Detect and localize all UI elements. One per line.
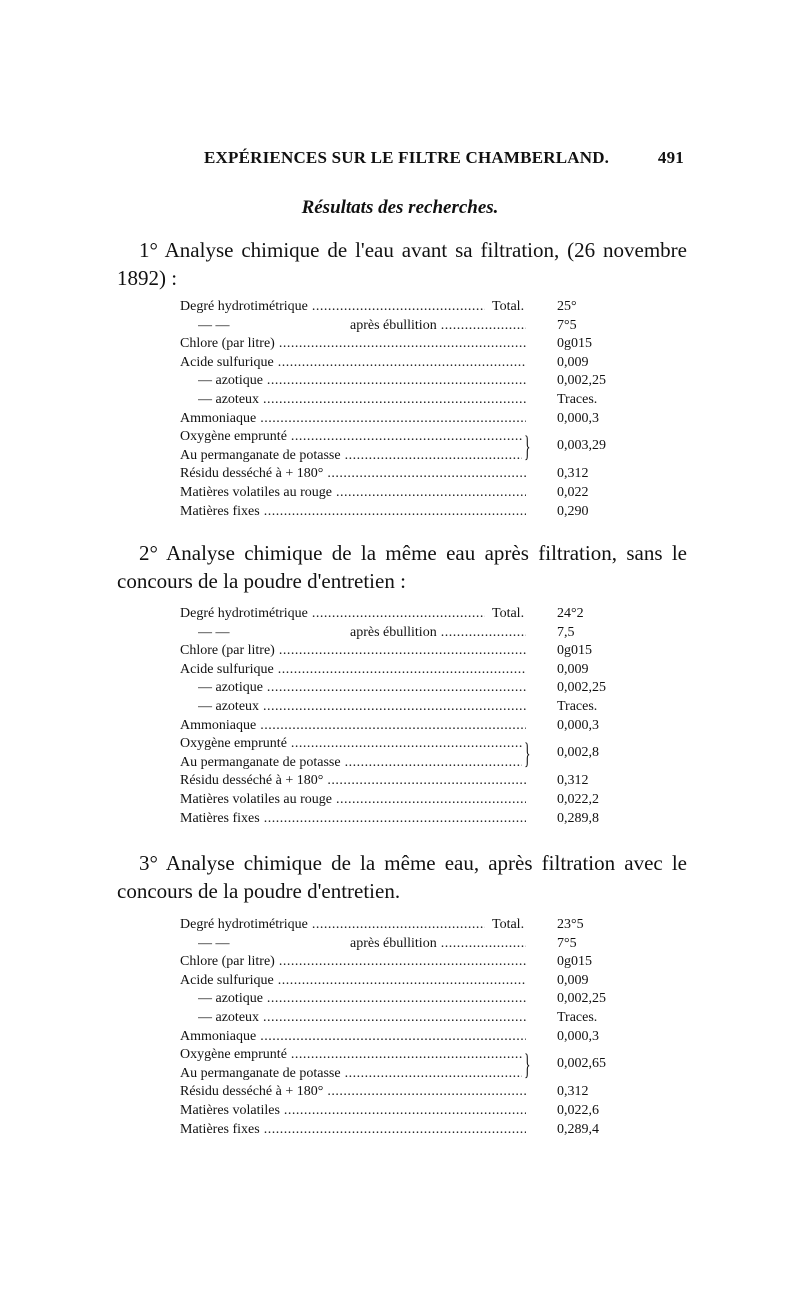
section-1-heading: 1° Analyse chimique de l'eau avant sa filtration, (26 novembre 1892) : (117, 238, 687, 290)
table-row (180, 335, 620, 354)
table-row (180, 410, 620, 429)
table-row-braced (180, 735, 620, 772)
row-value: 0g015 (557, 336, 592, 352)
row-total-label: Total. (492, 606, 525, 621)
running-head (204, 148, 684, 168)
table-row (180, 772, 620, 791)
row-value: Traces. (557, 391, 598, 407)
table-row (180, 1102, 620, 1121)
row-value: 0g015 (557, 643, 592, 659)
row-value: 0,312 (557, 1084, 589, 1100)
row-ditto-marks: — — (198, 624, 230, 640)
row-label: — azoteux ..... (198, 391, 526, 410)
row-value: 0,002,25 (557, 991, 606, 1007)
row-value: 7,5 (557, 624, 575, 640)
row-value: 25° (557, 299, 577, 314)
row-label: Oxygène emprunté ..... (180, 428, 522, 447)
table-row (180, 503, 620, 522)
brace-icon: } (524, 737, 531, 771)
row-value: 0,009 (557, 661, 589, 677)
section-1-table (180, 298, 620, 521)
row-label: Matières volatiles au rouge ..... (180, 484, 526, 503)
table-row (180, 372, 620, 391)
row-label: Résidu desséché à + 180° ..... (180, 465, 526, 484)
table-row (180, 810, 620, 829)
row-label: Chlore (par litre) ..... (180, 335, 526, 354)
row-label: Matières volatiles au rouge ..... (180, 791, 526, 810)
row-value: Traces. (557, 1009, 598, 1025)
row-label: — azoteux ..... (198, 698, 526, 717)
row-value: 0,289,4 (557, 1121, 599, 1137)
row-label: Au permanganate de potasse ..... (180, 1065, 522, 1084)
row-value: 0,000,3 (557, 1028, 599, 1044)
section-3-table (180, 916, 620, 1139)
row-label: Acide sulfurique ..... (180, 972, 526, 991)
row-label: Degré hydrotimétrique ..... (180, 298, 485, 317)
table-row (180, 1028, 620, 1047)
table-row (180, 1121, 620, 1140)
row-label: Matières fixes ..... (180, 1121, 526, 1140)
running-head-title: EXPÉRIENCES SUR LE FILTRE CHAMBERLAND. (204, 148, 610, 167)
row-value: 0,289,8 (557, 810, 599, 826)
row-label: — azotique ..... (198, 372, 526, 391)
row-value: 0,312 (557, 773, 589, 789)
row-label: Acide sulfurique ..... (180, 661, 526, 680)
table-row (180, 642, 620, 661)
row-value: 0,003,29 (557, 438, 606, 454)
row-label: Degré hydrotimétrique ..... (180, 605, 485, 624)
row-label: Chlore (par litre) ..... (180, 953, 526, 972)
row-value: 0,009 (557, 354, 589, 370)
table-row (180, 1083, 620, 1102)
row-label: Oxygène emprunté ..... (180, 735, 522, 754)
row-value: 0,002,25 (557, 373, 606, 389)
row-label: — azotique ..... (198, 990, 526, 1009)
table-row (180, 661, 620, 680)
row-label: Ammoniaque ..... (180, 717, 526, 736)
table-row-braced (180, 1046, 620, 1083)
row-label: Ammoniaque ..... (180, 410, 526, 429)
row-label: Acide sulfurique ..... (180, 354, 526, 373)
table-row (180, 484, 620, 503)
row-value: 0,000,3 (557, 410, 599, 426)
row-label: Résidu desséché à + 180° ..... (180, 1083, 526, 1102)
row-label: Chlore (par litre) ..... (180, 642, 526, 661)
table-row (180, 465, 620, 484)
table-row (180, 624, 620, 643)
row-label: Ammoniaque ..... (180, 1028, 526, 1047)
row-value: 0,022 (557, 484, 589, 500)
row-value: 0,002,25 (557, 680, 606, 696)
row-label: Matières fixes ..... (180, 810, 526, 829)
section-2-heading: 2° Analyse chimique de la même eau après filtration, sans le concours de la poudre d'entretien : (117, 541, 687, 593)
row-value: 0,009 (557, 972, 589, 988)
row-label: — azotique ..... (198, 679, 526, 698)
table-row (180, 1009, 620, 1028)
brace-icon: } (524, 430, 531, 464)
table-row (180, 972, 620, 991)
table-row (180, 990, 620, 1009)
row-label: Au permanganate de potasse ..... (180, 447, 522, 466)
row-label: Oxygène emprunté ..... (180, 1046, 522, 1065)
row-value: 23°5 (557, 917, 584, 932)
row-label: Au permanganate de potasse ..... (180, 754, 522, 773)
row-value: 0,002,8 (557, 745, 599, 761)
table-row-braced (180, 428, 620, 465)
row-value: 0,312 (557, 466, 589, 482)
table-row (180, 791, 620, 810)
row-value: 7°5 (557, 317, 577, 333)
table-row (180, 935, 620, 954)
row-ditto-marks: — — (198, 935, 230, 951)
row-label: après ébullition ..... (350, 317, 526, 336)
row-label: Matières fixes ..... (180, 503, 526, 522)
row-value: 0,000,3 (557, 717, 599, 733)
table-row (180, 717, 620, 736)
row-total-label: Total. (492, 299, 525, 314)
row-ditto-marks: — — (198, 317, 230, 333)
row-label: Résidu desséché à + 180° ..... (180, 772, 526, 791)
table-row (180, 298, 620, 317)
row-total-label: Total. (492, 917, 525, 932)
row-label: après ébullition ..... (350, 624, 526, 643)
row-label: — azoteux ..... (198, 1009, 526, 1028)
table-row (180, 916, 620, 935)
brace-icon: } (524, 1048, 531, 1082)
row-value: 0g015 (557, 954, 592, 970)
row-value: 0,002,65 (557, 1056, 606, 1072)
table-row (180, 317, 620, 336)
table-row (180, 698, 620, 717)
row-value: 0,022,6 (557, 1102, 599, 1118)
row-value: 24°2 (557, 606, 584, 621)
table-row (180, 354, 620, 373)
section-3-heading: 3° Analyse chimique de la même eau, après filtration avec le concours de la poudre d'entretien. (117, 851, 687, 903)
page-number: 491 (657, 148, 684, 167)
table-row (180, 679, 620, 698)
row-label: Degré hydrotimétrique ..... (180, 916, 485, 935)
table-row (180, 391, 620, 410)
section-2-table (180, 605, 620, 828)
row-value: 0,022,2 (557, 791, 599, 807)
row-value: Traces. (557, 698, 598, 714)
row-label: après ébullition ..... (350, 935, 526, 954)
row-label: Matières volatiles ..... (180, 1102, 526, 1121)
row-value: 7°5 (557, 935, 577, 951)
table-row (180, 953, 620, 972)
table-row (180, 605, 620, 624)
row-value: 0,290 (557, 503, 589, 519)
section-subtitle: Résultats des recherches. (301, 197, 499, 218)
